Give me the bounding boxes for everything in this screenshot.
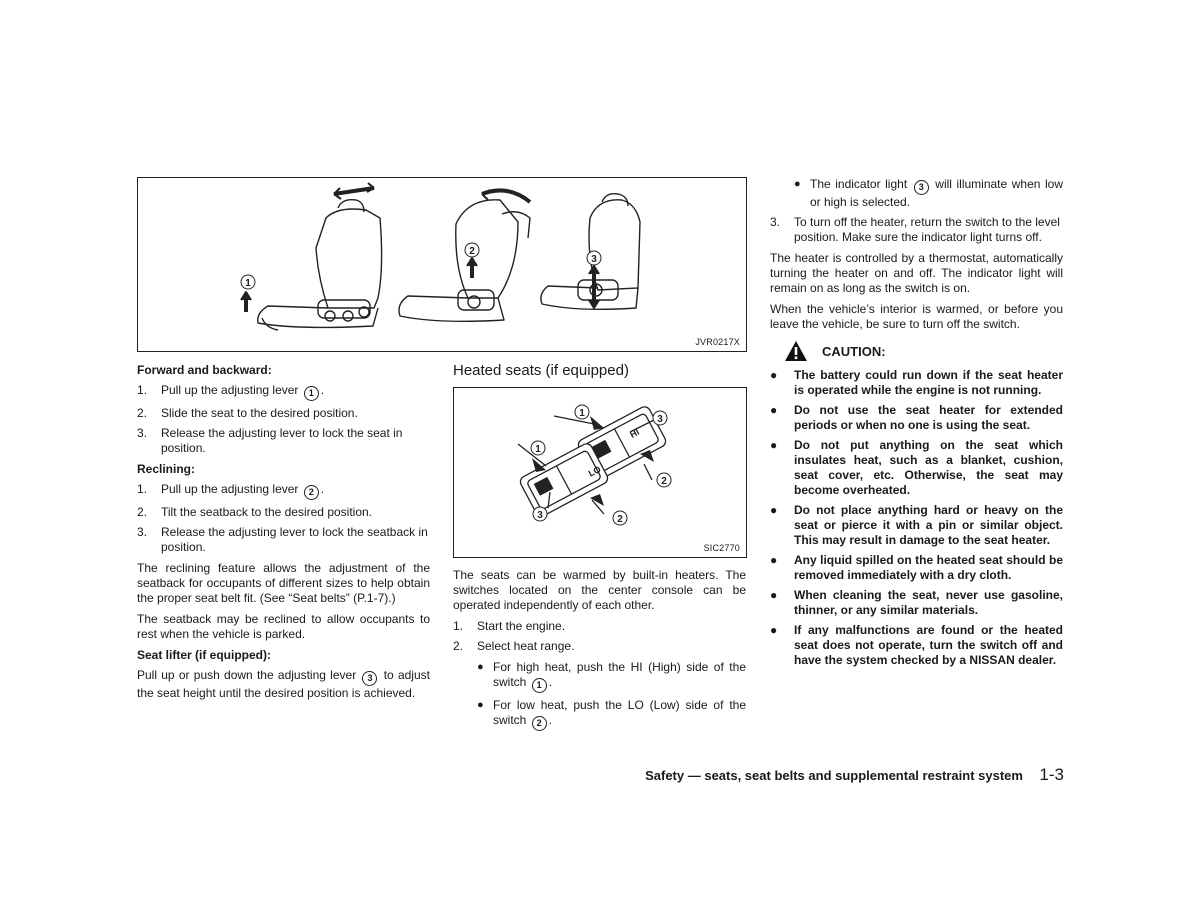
callout-1: 1: [579, 408, 585, 419]
seat-adjustment-illustration: [138, 178, 746, 351]
list-item: 1. Pull up the adjusting lever 1 .: [137, 383, 430, 401]
heater-off-step: [770, 215, 1063, 245]
caution-heading: [784, 340, 1063, 362]
callout-ref: 1: [304, 386, 319, 401]
caution-item: ● Do not place anything hard or heavy on the seat or pierce it with a pin or similar object. This may result in damage to the seat heater.: [770, 503, 1063, 547]
callout-ref: 2: [532, 716, 547, 731]
seat-adjustment-figure: [137, 177, 747, 352]
callout-2: 2: [617, 514, 623, 525]
seat-lifter-heading: Seat lifter (if equipped):: [137, 648, 272, 662]
reclining-steps: [137, 482, 430, 555]
caution-item: ● If any malfunctions are found or the heated seat does not operate, turn the switch off and have the system checked by a NISSAN dealer.: [770, 623, 1063, 667]
heated-seat-intro: The seats can be warmed by built-in heaters. The switches located on the center console can be operated independently of each other.: [453, 568, 746, 612]
list-item: 3. To turn off the heater, return the switch to the level position. Make sure the indicator light turns off.: [770, 215, 1060, 244]
callout-ref: 3: [914, 180, 929, 195]
list-item: 2. Tilt the seatback to the desired position.: [137, 505, 373, 519]
callout-2: 2: [661, 476, 667, 487]
callout-1: 1: [535, 444, 541, 455]
list-item: ● The indicator light 3 will illuminate when low or high is selected.: [794, 177, 1063, 209]
list-item: 1. Start the engine.: [453, 619, 566, 633]
callout-ref: 3: [362, 671, 377, 686]
seat-forward-backward-drawing: [241, 183, 382, 330]
switch-label-lo: LO: [586, 464, 603, 479]
callout-ref: 1: [532, 678, 547, 693]
caution-label: CAUTION:: [822, 343, 886, 359]
figure-code: JVR0217X: [695, 337, 740, 347]
page-number: 1-3: [1039, 765, 1064, 784]
figure-code: SIC2770: [703, 543, 740, 553]
callout-3: 3: [537, 510, 543, 521]
warning-icon: [784, 340, 808, 362]
list-item: 1. Pull up the adjusting lever 2 .: [137, 482, 430, 500]
page-footer: [600, 765, 1064, 785]
list-item: 3. Release the adjusting lever to lock the seat in position.: [137, 426, 403, 455]
heated-seat-switch-figure: [453, 387, 747, 558]
callout-3: 3: [657, 414, 663, 425]
middle-column-body: [453, 568, 746, 737]
caution-item: ● When cleaning the seat, never use gasoline, thinner, or any similar materials.: [770, 588, 1063, 617]
reclining-rest-paragraph: The seatback may be reclined to allow occupants to rest when the vehicle is parked.: [137, 612, 430, 641]
heated-seat-switch-illustration: [454, 388, 746, 557]
forward-backward-steps: [137, 383, 430, 456]
forward-backward-heading: Forward and backward:: [137, 363, 272, 377]
caution-item: ● Do not use the seat heater for extended periods or when no one is using the seat.: [770, 403, 1063, 432]
heated-seat-steps: [453, 619, 746, 654]
caution-item: ● The battery could run down if the seat heater is operated while the engine is not running.: [770, 368, 1063, 397]
thermostat-paragraph: The heater is controlled by a thermostat, automatically turning the heater on and off. The indicator light will remain on as long as the switch is on.: [770, 251, 1063, 295]
seat-lifter-paragraph: Pull up or push down the adjusting lever 3 to adjust the seat height until the desired position is achieved.: [137, 668, 430, 700]
list-item: ● For low heat, push the LO (Low) side of the switch 2 .: [453, 698, 746, 731]
switch-label-hi: HI: [628, 426, 641, 440]
caution-item: ● Do not put anything on the seat which insulates heat, such as a blanket, cushion, seat cover, etc. Otherwise, the seat may become overheated.: [770, 438, 1063, 497]
reclining-paragraph: The reclining feature allows the adjustment of the seatback for occupants of different sizes to help obtain the proper seat belt fit. (See “Seat belts” (P.1-7).): [137, 561, 430, 605]
callout-2: 2: [469, 246, 475, 257]
caution-item: ● Any liquid spilled on the heated seat should be removed immediately with a dry cloth.: [770, 553, 1063, 582]
heat-range-bullets: [453, 660, 746, 731]
list-item: 2. Slide the seat to the desired position.: [137, 406, 358, 420]
left-column: [137, 363, 430, 707]
callout-1: 1: [245, 278, 251, 289]
list-item: 2. Select heat range.: [453, 639, 575, 653]
reclining-heading: Reclining:: [137, 462, 196, 476]
indicator-bullets: [770, 177, 1063, 210]
list-item: ● For high heat, push the HI (High) side of the switch 1 .: [453, 660, 746, 693]
callout-3: 3: [591, 254, 597, 265]
right-column: [770, 177, 1063, 673]
seat-reclining-drawing: [399, 190, 530, 321]
list-item: 3. Release the adjusting lever to lock the seatback in position.: [137, 525, 428, 554]
caution-list: [770, 368, 1063, 668]
section-title: Heated seats (if equipped): [453, 362, 629, 379]
callout-ref: 2: [304, 485, 319, 500]
middle-column: [453, 362, 746, 388]
turn-off-paragraph: When the vehicle’s interior is warmed, or before you leave the vehicle, be sure to turn off the switch.: [770, 302, 1063, 331]
section-name: Safety — seats, seat belts and supplemental restraint system: [645, 768, 1023, 783]
